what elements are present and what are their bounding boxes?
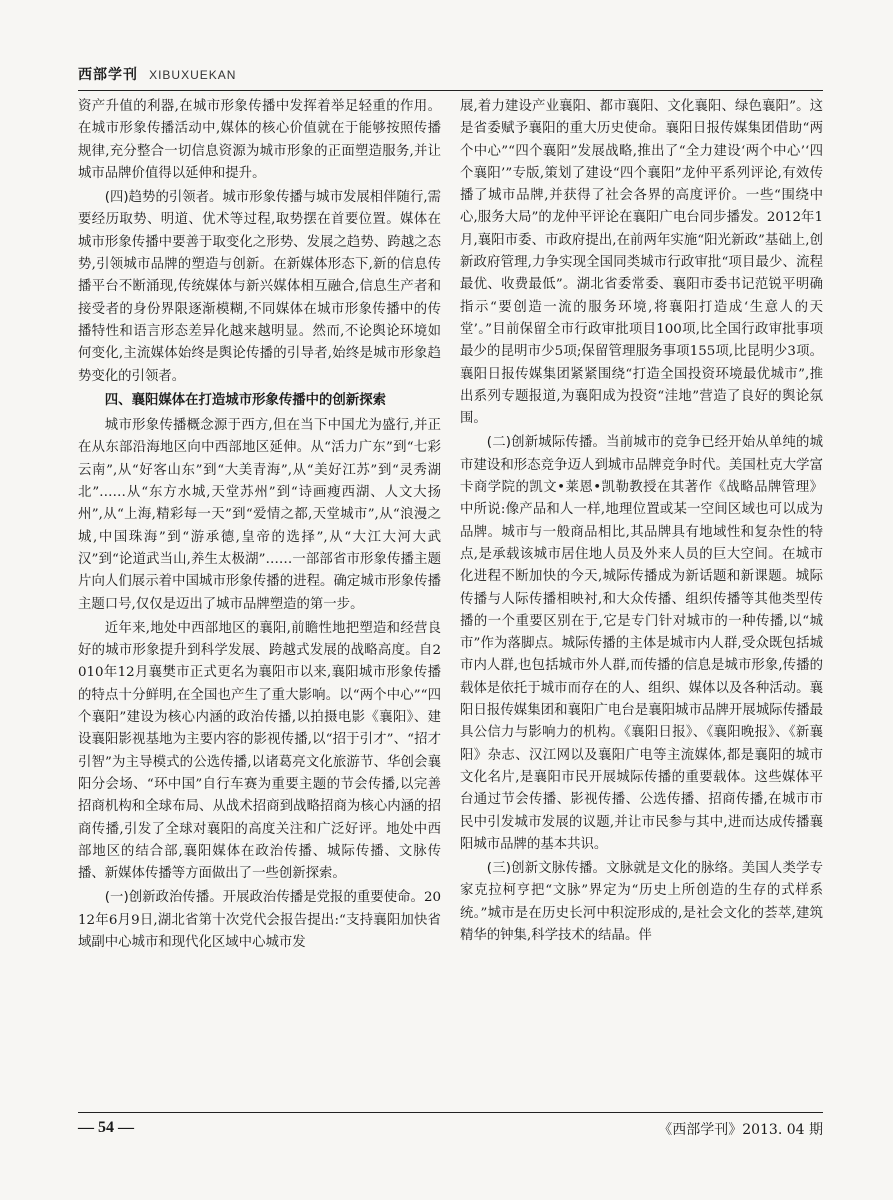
paragraph-text: 开展政治传播是党报的重要使命。2012年6月9日,湖北省第十次党代会报告提出:“支持襄阳加快省域副中心城市和现代化区域中心城市发 — [78, 890, 442, 950]
page-footer — [78, 1112, 823, 1145]
paragraph — [460, 858, 823, 947]
paragraph: 近年来,地处中西部地区的襄阳,前瞻性地把塑造和经营良好的城市形象提升到科学发展、跨越式发展的战略高度。自2010年12月襄樊市正式更名为襄阳市以来,襄阳城市形象传播的特点十分鲜明,在全国也产生了重大影响。以“两个中心”“四个襄阳”建设为核心内涵的政治传播,以拍摄电影《襄阳》、建设襄阳影视基地为主要内容的影视传播,以“招于引才”、“招才引智”为主导模式的公选传播,以诸葛亮文化旅游节、华创会襄阳分会场、“环中国”自行车赛为重要主题的节会传播,以完善招商机构和全球布局、从战术招商到战略招商为核心内涵的招商传播,引发了全球对襄阳的高度关注和广泛好评。地处中西部地区的结合部,襄阳媒体在政治传播、城际传播、文脉传播、新媒体传播等方面做出了一些创新探索。 — [78, 620, 441, 882]
subsection-lead: (四)趋势的引领者。 — [104, 190, 223, 206]
paragraph-text: 城市形象传播与城市发展相伴随行,需要经历取势、明道、优术等过程,取势摆在首要位置。媒体在城市形象传播中要善于取变化之形势、发展之趋势、跨越之态势,引领城市品牌的塑造与创新。在新媒体形态下,新的信息传播平台不断涌现,传统媒体与新兴媒体相互融合,信息生产者和接受者的身份界限逐渐模糊,不同媒体在城市形象传播中的传播特性和语言形态差异化越来越明显。然而,不论舆论环境如何变化,主流媒体始终是舆论传播的引导者,始终是城市形象趋势变化的引领者。 — [78, 190, 441, 384]
paragraph: 城市形象传播概念源于西方,但在当下中国尤为盛行,并正在从东部沿海地区向中西部地区延伸。从“活力广东”到“七彩云南”,从“好客山东”到“大美青海”,从“美好江苏”到“灵秀湖北”……从“东方水城,天堂苏州”到“诗画瘦西湖、人文大扬州”,从“上海,精彩每一天”到“爱情之都,天堂城市”,从“浪漫之城,中国珠海”到“游承德,皇帝的选择”,从“大江大河大武汉”到“论道武当山,养生太极湖”……一部部省市形象传播主题片向人们展示着中国城市形象传播的进程。确定城市形象传播主题口号,仅仅是迈出了城市品牌塑造的第一步。 — [78, 418, 441, 612]
paragraph-text: 当前城市的竞争已经开始从单纯的城市建设和形态竞争迈人到城市品牌竞争时代。美国杜克大学富卡商学院的凯文•莱恩•凯勒教授在其著作《战略品牌管理》中所说:像产品和人一样,地理位置或某一空间区域也可以成为品牌。城市与一般商品相比,其品牌具有地域性和复杂性的特点,是承载该城市居住地人员及外来人员的巨大空间。在城市化进程不断加快的今天,城际传播成为新话题和新课题。城际传播与人际传播相映衬,和大众传播、组织传播等其他类型传播的一个重要区别在于,它是专门针对城市的一种传播,以“城市”作为落脚点。城际传播的主体是城市内人群,受众既包括城市内人群,也包括城市外人群,而传播的信息是城市形象,传播的载体是依托于城市而存在的人、组织、媒体以及各种活动。襄阳日报传媒集团和襄阳广电台是襄阳城市品牌开展城际传播最具公信力与影响力的机构。《襄阳日报》、《襄阳晚报》、《新襄阳》杂志、汉江网以及襄阳广电等主流媒体,都是襄阳的城市文化名片,是襄阳市民开展城际传播的重要载体。这些媒体平台通过节会传播、影视传播、公选传播、招商传播,在城市市民中引发城市发展的议题,并让市民参与其中,进而达成传播襄阳城市品牌的基本共识。 — [460, 435, 823, 852]
paragraph: 展,着力建设产业襄阳、都市襄阳、文化襄阳、绿色襄阳”。这是省委赋予襄阳的重大历史使命。襄阳日报传媒集团借助“两个中心”“四个襄阳”发展战略,推出了“全力建设‘两个中心’‘四个襄阳’”专版,策划了建设“四个襄阳”龙仲平系列评论,有效传播了城市品牌,并获得了社会各界的高度评价。一些“围绕中心,服务大局”的龙仲平评论在襄阳广电台同步播发。2012年1月,襄阳市委、市政府提出,在前两年实施“阳光新政”基础上,创新政府管理,力争实现全国同类城市行政审批“项目最少、流程最优、收费最低”。湖北省委常委、襄阳市委书记范锐平明确指示“要创造一流的服务环境,将襄阳打造成‘生意人的天堂’。”目前保留全市行政审批项目100项,比全国行政审批事项最少的昆明市少5项;保留管理服务事项155项,比昆明少3项。襄阳日报传媒集团紧紧围绕“打造全国投资环境最优城市”,推出系列专题报道,为襄阳成为投资“洼地”营造了良好的舆论氛围。 — [460, 99, 823, 427]
journal-name-en: XIBUXUEKAN — [149, 68, 237, 82]
running-header — [78, 64, 823, 91]
journal-name-cn: 西部学刊 — [78, 67, 138, 83]
paragraph — [78, 887, 441, 954]
section-heading: 四、襄阳媒体在打造城市形象传播中的创新探索 — [104, 392, 386, 408]
right-column — [460, 96, 823, 947]
paragraph — [78, 187, 441, 388]
issue-label: 《西部学刊》2013. 04 期 — [658, 1122, 823, 1138]
subsection-lead: (二)创新城际传播。 — [486, 435, 607, 451]
page-number: — 54 — — [78, 1119, 134, 1136]
subsection-lead: (一)创新政治传播。 — [104, 890, 223, 906]
left-column — [78, 96, 441, 954]
paragraph-text: 文脉就是文化的脉络。美国人类学专家克拉柯亨把“文脉”界定为“历史上所创造的生存的式样系统。”城市是在历史长河中积淀形成的,是社会文化的荟萃,建筑精华的钟集,科学技术的结晶。伴 — [460, 861, 823, 943]
subsection-lead: (三)创新文脉传播。 — [486, 861, 607, 877]
paragraph — [460, 432, 823, 856]
paragraph: 资产升值的利器,在城市形象传播中发挥着举足轻重的作用。在城市形象传播活动中,媒体的核心价值就在于能够按照传播规律,充分整合一切信息资源为城市形象的正面塑造服务,并让城市品牌价值得以延伸和提升。 — [78, 99, 441, 181]
